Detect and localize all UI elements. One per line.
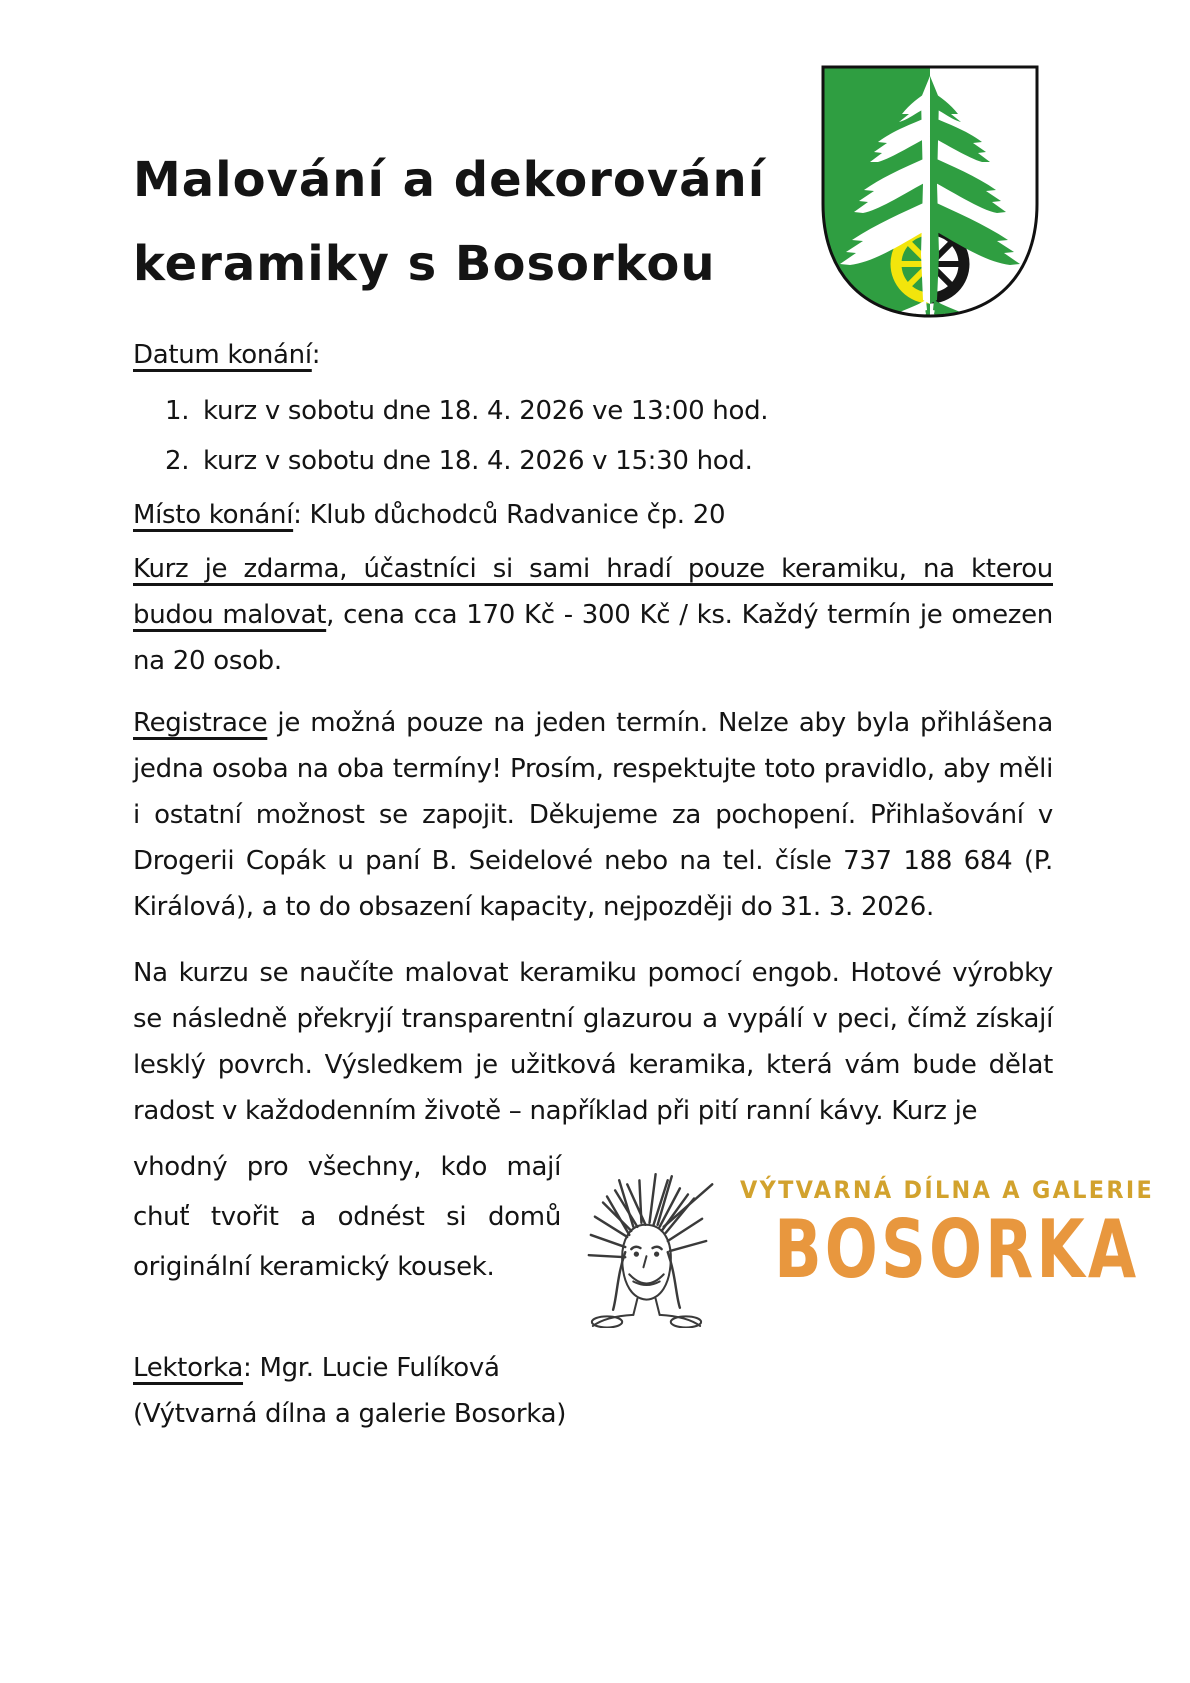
place-text: : Klub důchodců Radvanice čp. 20	[293, 500, 726, 530]
page-title-line1: Malování a dekorování	[133, 152, 766, 208]
date-section-heading	[133, 332, 1053, 378]
page-title-line2: keramiky s Bosorkou	[133, 236, 716, 292]
price-underlined-text: Kurz je zdarma, účastníci si sami hradí pouze keramiku, na kterou budou malovat	[133, 554, 1053, 630]
registration-paragraph	[133, 700, 1053, 930]
list-item	[133, 386, 1053, 436]
place-label: Místo konání	[133, 500, 294, 530]
date-label: Datum konání	[133, 340, 312, 370]
course-paragraph-part2: vhodný pro všechny, kdo mají chuť tvořit a odnést si domů originální keramický kousek.	[133, 1152, 561, 1282]
date-label-colon: :	[311, 340, 321, 370]
price-rest-text: , cena cca 170 Kč - 300 Kč / ks. Každý termín je omezen na 20 osob.	[133, 600, 1053, 676]
list-item-number: 1.	[165, 396, 190, 426]
lecturer-name: : Mgr. Lucie Fulíková	[243, 1353, 500, 1383]
lecturer-line2: (Výtvarná dílna a galerie Bosorka)	[133, 1399, 567, 1429]
lecturer-label: Lektorka	[133, 1353, 244, 1383]
bosorka-logo-tagline: VÝTVARNÁ DÍLNA A GALERIE	[740, 1176, 1155, 1204]
bottom-row	[133, 1142, 1155, 1328]
list-item	[133, 436, 1053, 486]
date-list	[133, 386, 1053, 486]
witch-illustration	[565, 1156, 730, 1328]
course-paragraph-part1: Na kurzu se naučíte malovat keramiku pomocí engob. Hotové výrobky se následně překryjí transparentní glazurou a vypálí v peci, čímž získají lesklý povrch. Výsledkem je užitková keramika, která vám bude dělat radost v každodenním životě – například při pití ranní kávy. Kurz je	[133, 958, 1053, 1126]
registration-underlined-text: Registrace	[133, 708, 268, 738]
price-paragraph	[133, 546, 1053, 684]
list-item-number: 2.	[165, 446, 190, 476]
bosorka-logo-name: BOSORKA	[774, 1203, 1140, 1296]
list-item-text: kurz v sobotu dne 18. 4. 2026 v 15:30 hod.	[203, 446, 753, 476]
bosorka-logo	[740, 1176, 1155, 1296]
place-section	[133, 492, 1053, 538]
lecturer-line1	[133, 1345, 1053, 1391]
witch-hair	[589, 1174, 712, 1310]
registration-rest-text: je možná pouze na jeden termín. Nelze aby byla přihlášena jedna osoba na oba termíny! Prosím, respektujte toto pravidlo, aby měli i ostatní možnost se zapojit. Děkujeme za pochopení. Přihlašování v Drogerii Copák u paní B. Seidelové nebo na tel. čísle 737 188 684 (P. Királová), a to do obsazení kapacity, nejpozději do 31. 3. 2026.	[133, 708, 1053, 922]
list-item-text: kurz v sobotu dne 18. 4. 2026 ve 13:00 hod.	[203, 396, 769, 426]
page-title	[133, 138, 1053, 306]
witch-body	[592, 1299, 701, 1328]
lecturer-section	[133, 1345, 1053, 1437]
